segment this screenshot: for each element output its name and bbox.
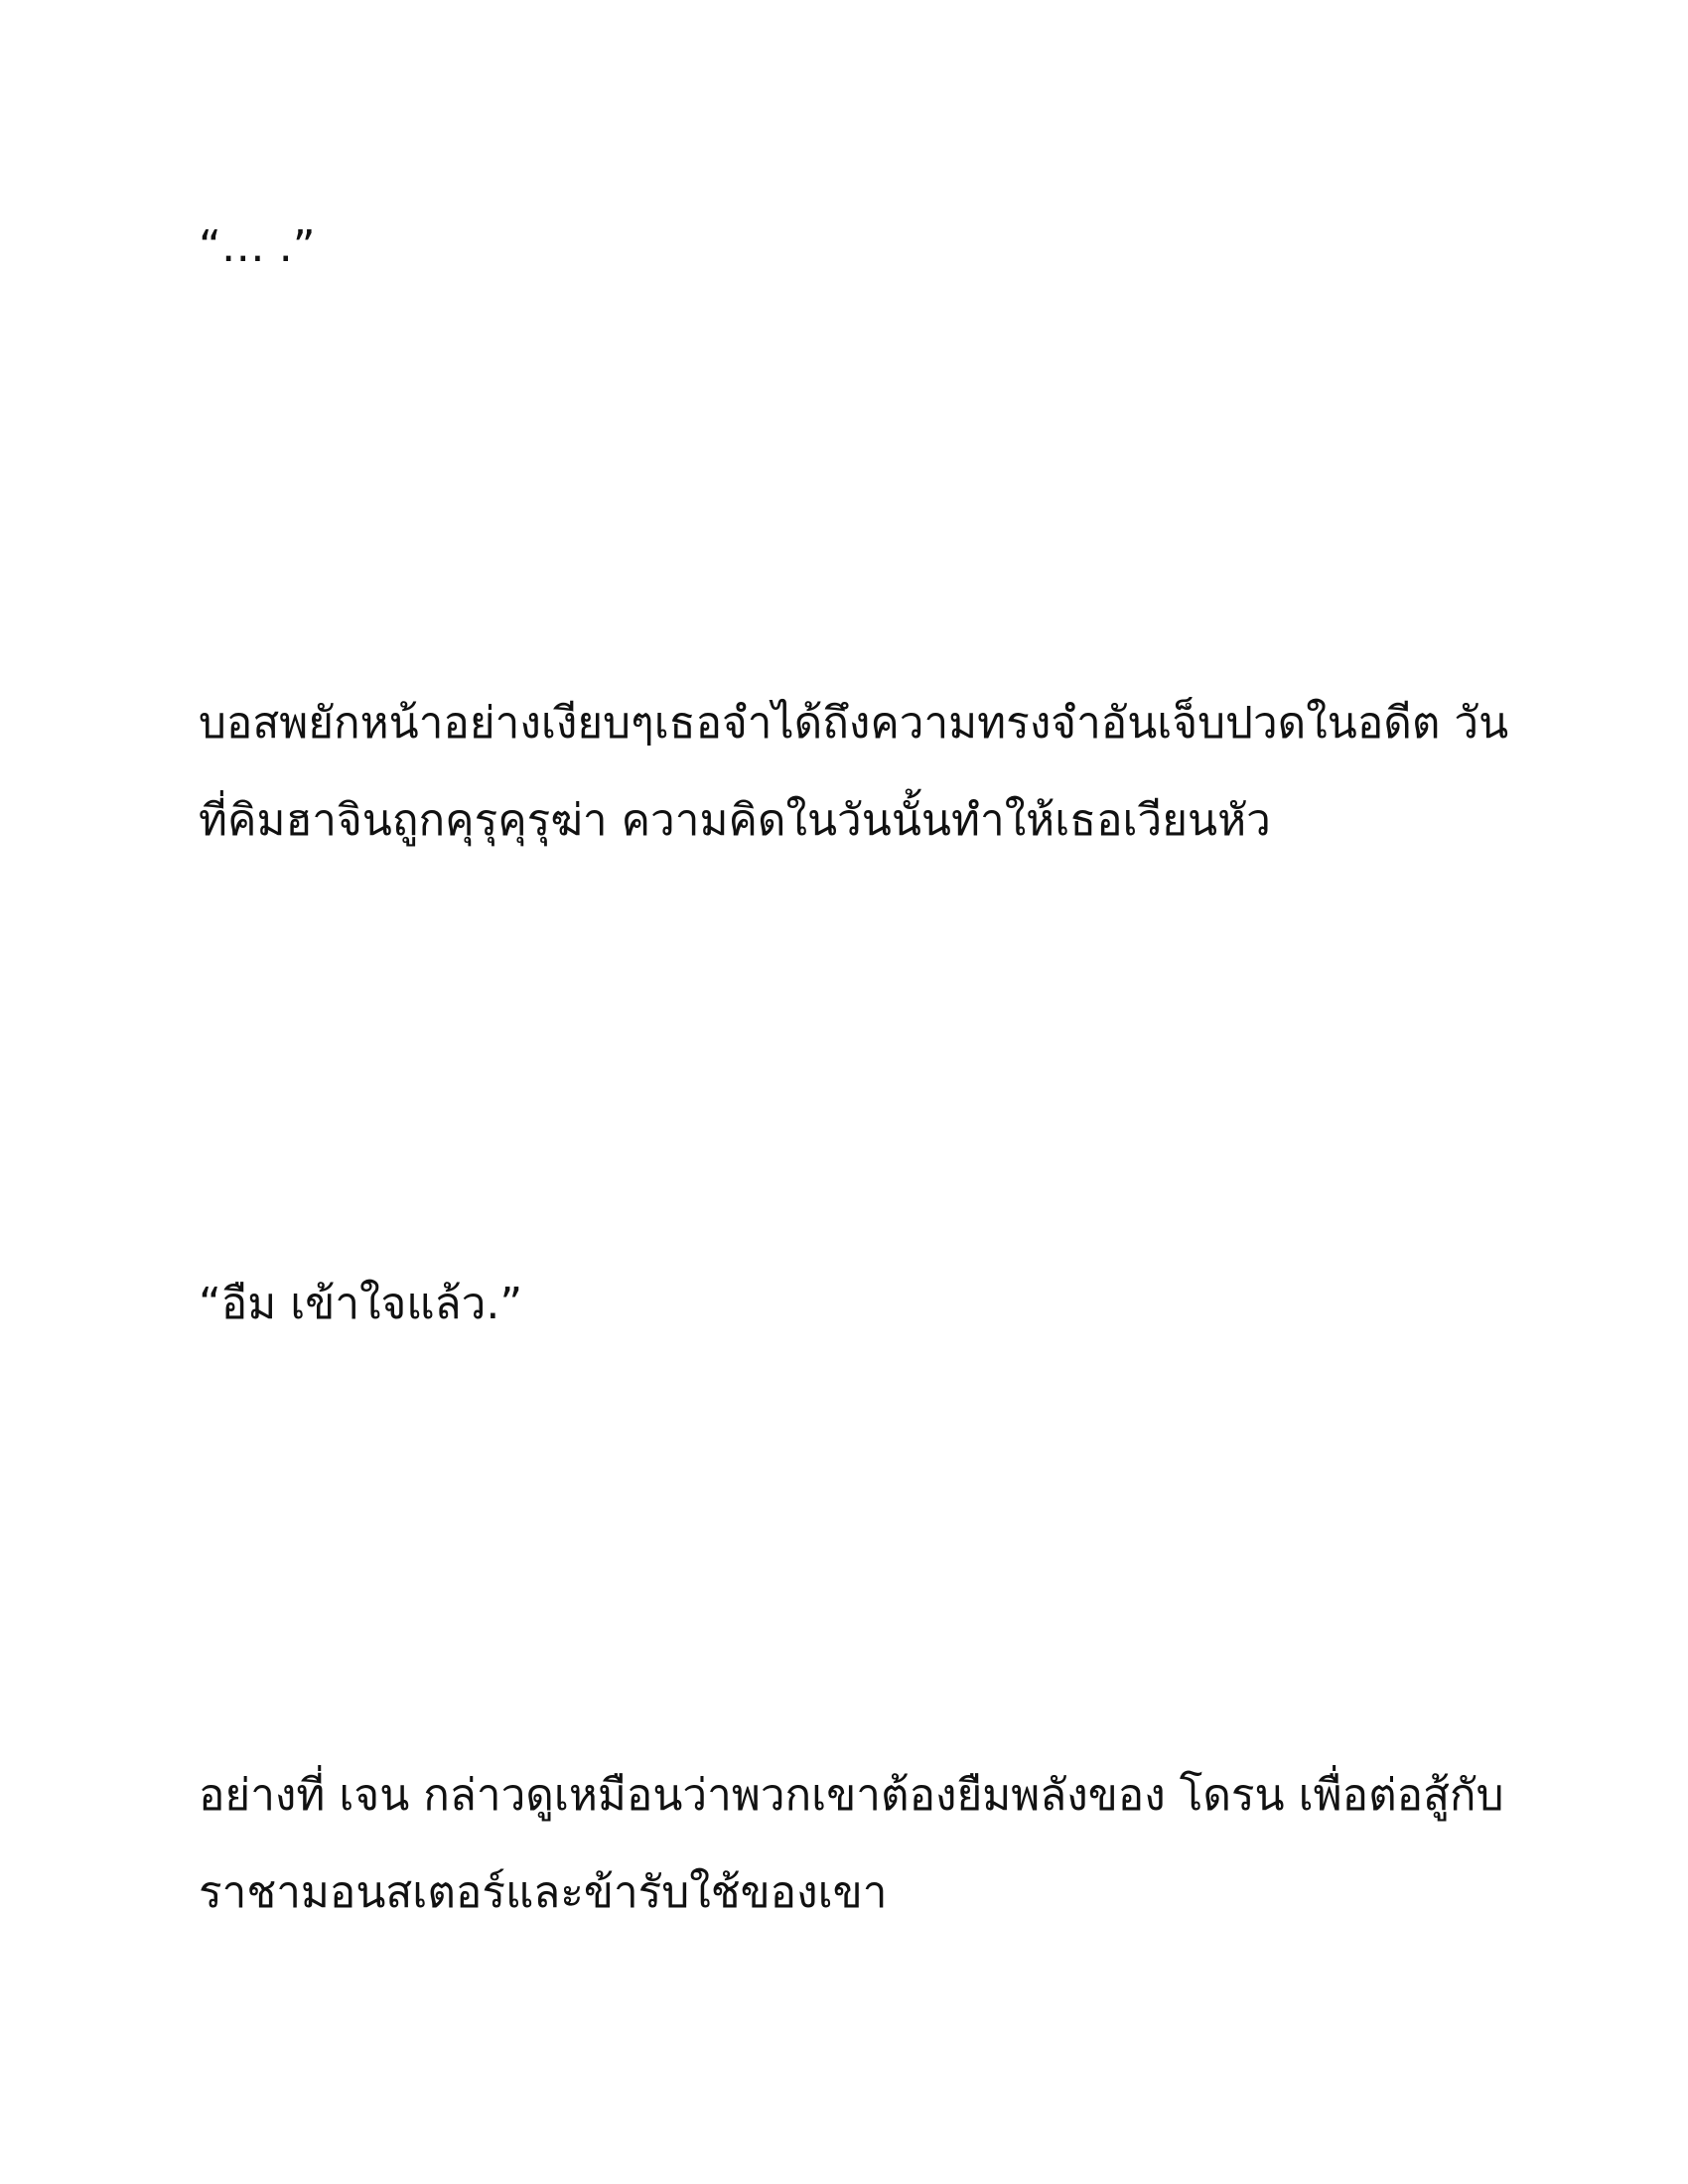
- paragraph-understood-quote: [199, 1256, 1489, 1353]
- paragraph-line: “อืม เข้าใจแล้ว.”: [199, 1279, 523, 1329]
- paragraph-line: ที่คิมฮาจินถูกคุรุคุรุฆ่า ความคิดในวันนั้นทำให้เธอเวียนหัว: [199, 795, 1271, 846]
- paragraph-boss-nods: [199, 675, 1509, 870]
- paragraph-line: “… .”: [199, 221, 316, 272]
- paragraph-line: ราชามอนสเตอร์และข้ารับใช้ของเขา: [199, 1867, 888, 1918]
- paragraph-line: อย่างที่ เจน กล่าวดูเหมือนว่าพวกเขาต้องยืมพลังของ โดรน เพื่อต่อสู้กับ: [199, 1770, 1504, 1821]
- paragraph-line: บอสพยักหน้าอย่างเงียบๆเธอจำได้ถึงความทรงจำอันเจ็บปวดในอดีต วัน: [199, 698, 1509, 749]
- paragraph-ellipsis-quote: [199, 199, 1489, 296]
- paragraph-borrow-power: [199, 1747, 1504, 1942]
